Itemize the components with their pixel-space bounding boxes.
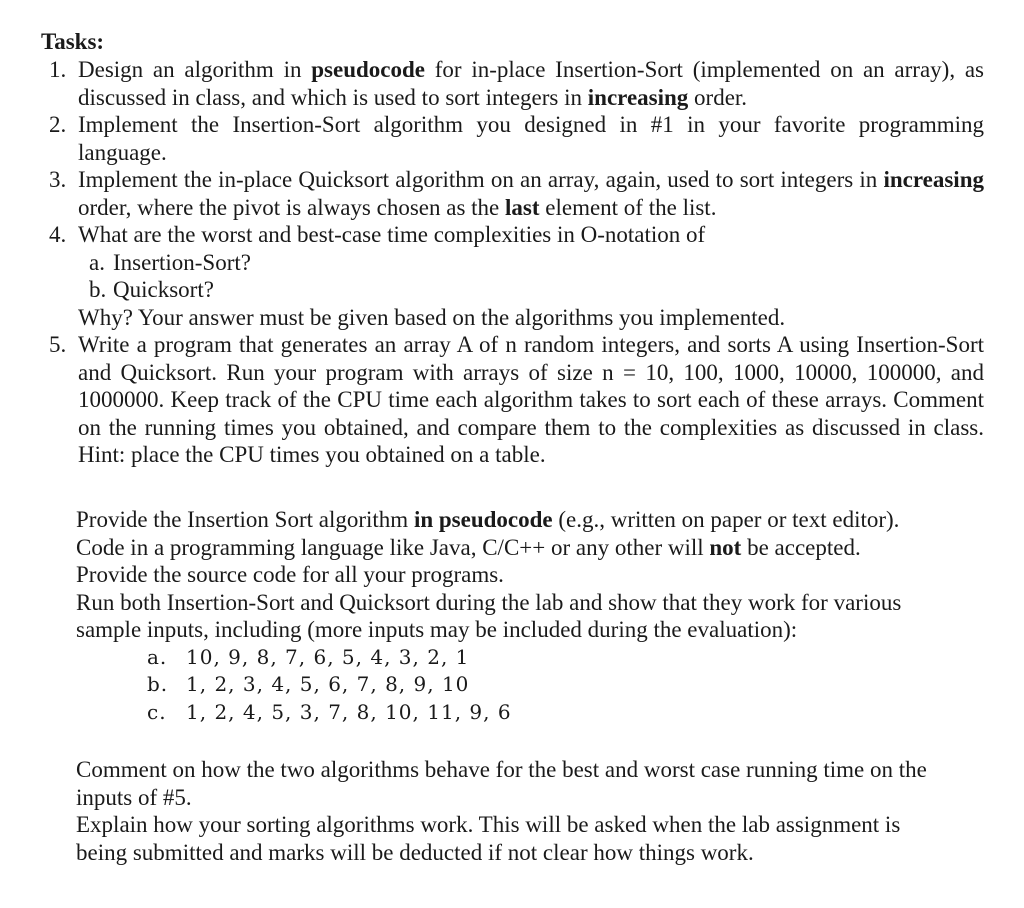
bold-term: not xyxy=(709,534,742,560)
sample-input-b xyxy=(76,671,956,699)
task-number: 5. xyxy=(49,332,67,357)
bold-term: increasing xyxy=(883,167,984,192)
closing-explain: Explain how your sorting algorithms work. This will be asked when the lab assignment is being submitted and marks will be deducted if not clear how things work. xyxy=(76,812,901,865)
closing-comment: Comment on how the two algorithms behave for the best and worst case running time on the inputs of #5. xyxy=(76,757,927,810)
sample-input-a xyxy=(76,644,956,672)
task-text: Write a program that generates an array A of n random integers, and sorts A using Insertion-Sort and Quicksort. Run your program with arrays of size n = 10, 100, 1000, 10000, 100000, and 1000000. Keep track of the CPU time each algorithm takes to sort each of these arrays. Comment on the running times you obtained, and compare them to the complexities as discussed in class. Hint: place the CPU times you obtained on a table. xyxy=(78,332,984,467)
task-item-1 xyxy=(0,56,984,111)
instruction-source-code: Provide the source code for all your programs. xyxy=(76,562,504,587)
task-text: What are the worst and best-case time complexities in O-notation of xyxy=(78,222,706,247)
bold-term: increasing xyxy=(587,84,689,110)
subtask-a xyxy=(0,249,1024,277)
task-item-2 xyxy=(0,111,984,166)
task-item-4 xyxy=(0,221,984,249)
sample-input-c xyxy=(76,699,956,727)
instruction-no-code: Code in a programming language like Java, C/C++ or any other will not be accepted. xyxy=(76,534,861,560)
task-number: 4. xyxy=(49,222,67,247)
sample-values: 1, 2, 4, 5, 3, 7, 8, 10, 11, 9, 6 xyxy=(186,699,512,724)
subtask-b xyxy=(0,276,1024,304)
bold-term: in pseudocode xyxy=(413,507,553,532)
tasks-heading: Tasks: xyxy=(41,29,105,54)
instruction-run-lab: Run both Insertion-Sort and Quicksort during the lab and show that they work for various sample inputs, including (more inputs may be included during the evaluation): xyxy=(76,589,902,642)
bold-term: last xyxy=(505,194,540,220)
task-item-3 xyxy=(0,166,984,221)
subtask-label: a. xyxy=(89,249,105,275)
sample-label: c. xyxy=(147,699,167,724)
task-list xyxy=(0,56,1024,469)
task-item-5 xyxy=(0,331,984,469)
sample-label: a. xyxy=(147,644,168,669)
task-4-why: Why? Your answer must be given based on the algorithms you implemented. xyxy=(78,304,786,330)
subtask-text: Insertion-Sort? xyxy=(113,249,251,275)
task-number: 2. xyxy=(49,112,67,137)
task-text: Implement the Insertion-Sort algorithm you designed in #1 in your favorite programming language. xyxy=(78,112,984,165)
subtask-text: Quicksort? xyxy=(113,277,214,302)
closing-block xyxy=(76,756,956,866)
instructions-block xyxy=(76,506,956,726)
sample-label: b. xyxy=(147,672,169,696)
task-number: 3. xyxy=(49,167,67,192)
bold-term: pseudocode xyxy=(311,57,425,82)
sample-values: 10, 9, 8, 7, 6, 5, 4, 3, 2, 1 xyxy=(186,644,470,669)
task-text: Implement the in-place Quicksort algorithm on an array, again, used to sort integers in increasing order, where the pivot is always chosen as the last element of the list. xyxy=(78,167,984,220)
sample-values: 1, 2, 3, 4, 5, 6, 7, 8, 9, 10 xyxy=(186,672,470,696)
task-number: 1. xyxy=(49,57,67,82)
task-text: Design an algorithm in pseudocode for in-place Insertion-Sort (implemented on an array), as discussed in class, and which is used to sort integers in increasing order. xyxy=(78,57,985,110)
subtask-label: b. xyxy=(89,277,107,302)
instruction-pseudocode: Provide the Insertion Sort algorithm in pseudocode (e.g., written on paper or text editor). xyxy=(76,507,900,532)
